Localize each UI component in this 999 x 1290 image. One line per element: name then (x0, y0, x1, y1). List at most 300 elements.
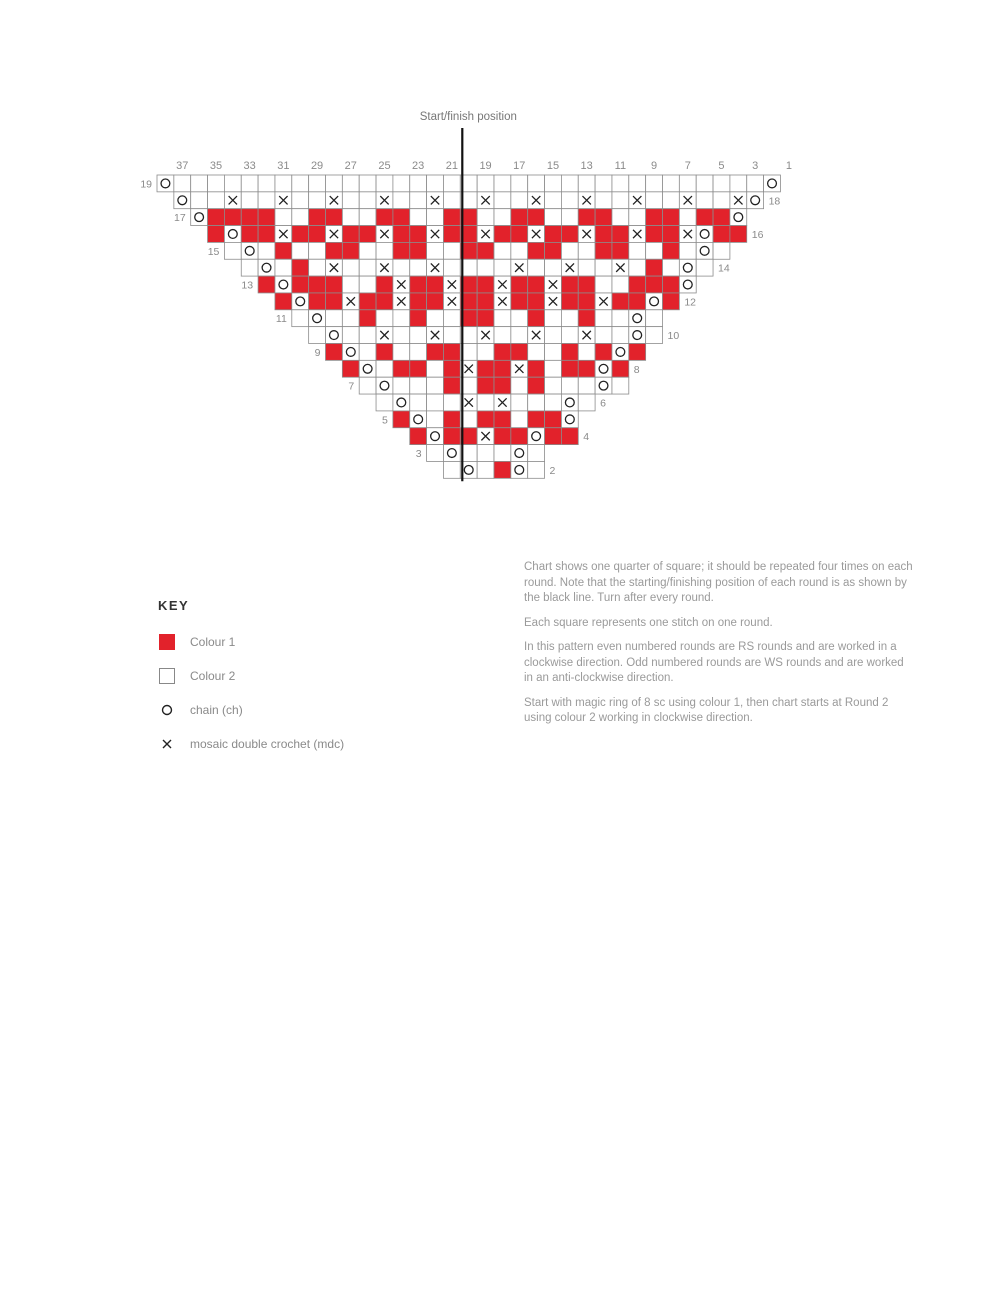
stitch-label: 35 (209, 160, 223, 172)
colour1-cell (578, 293, 595, 310)
colour2-cell (545, 259, 562, 276)
colour1-cell (477, 293, 494, 310)
colour2-cell (443, 445, 460, 462)
colour2-cell (309, 310, 326, 327)
colour1-swatch-icon (158, 633, 176, 651)
colour1-cell (511, 344, 528, 361)
colour2-cell (528, 175, 545, 192)
colour1-cell (443, 411, 460, 428)
round-label: 18 (768, 195, 781, 208)
colour2-cell (292, 209, 309, 226)
colour2-cell (292, 293, 309, 310)
colour1-cell (359, 310, 376, 327)
colour2-cell (292, 310, 309, 327)
colour2-cell (427, 175, 444, 192)
colour2-cell (224, 175, 241, 192)
colour1-cell (528, 276, 545, 293)
colour2-cell (561, 377, 578, 394)
colour2-cell (477, 209, 494, 226)
note-paragraph: Chart shows one quarter of square; it should be repeated four times on each round. Note that the starting/finishing position of each round is as shown by the black line. Turn after every round. (524, 561, 913, 604)
colour2-cell (663, 259, 680, 276)
colour2-cell (410, 327, 427, 344)
colour1-cell (561, 293, 578, 310)
colour2-cell (612, 192, 629, 209)
colour1-cell (326, 209, 343, 226)
colour2-cell (730, 175, 747, 192)
colour2-cell (443, 192, 460, 209)
colour1-cell (713, 209, 730, 226)
colour2-cell (646, 293, 663, 310)
key-item-colour1 (158, 625, 344, 659)
colour1-cell (275, 293, 292, 310)
colour1-cell (208, 209, 225, 226)
colour2-cell (393, 310, 410, 327)
colour2-cell (292, 242, 309, 259)
colour2-cell (275, 259, 292, 276)
colour1-cell (258, 226, 275, 243)
colour2-cell (545, 327, 562, 344)
colour1-cell (595, 226, 612, 243)
colour2-cell (595, 360, 612, 377)
stitch-label: 21 (445, 160, 458, 172)
round-label: 5 (382, 414, 388, 427)
key-label: mosaic double crochet (mdc) (190, 737, 345, 751)
colour2-cell (730, 209, 747, 226)
chart-notes (524, 560, 914, 736)
colour2-cell (410, 394, 427, 411)
colour2-cell (561, 394, 578, 411)
colour2-cell (359, 344, 376, 361)
colour2-cell (545, 310, 562, 327)
colour1-cell (663, 209, 680, 226)
colour1-cell (528, 310, 545, 327)
colour2-cell (427, 377, 444, 394)
colour1-cell (410, 360, 427, 377)
round-label: 12 (684, 296, 697, 309)
colour2-cell (578, 259, 595, 276)
colour2-cell (578, 344, 595, 361)
key-label: Colour 2 (190, 669, 236, 683)
round-label: 9 (314, 346, 321, 359)
colour2-cell (511, 411, 528, 428)
colour2-cell (545, 175, 562, 192)
round-label: 15 (207, 245, 220, 258)
colour1-cell (511, 293, 528, 310)
colour1-cell (427, 293, 444, 310)
colour1-cell (646, 259, 663, 276)
colour2-cell (427, 445, 444, 462)
colour1-cell (410, 276, 427, 293)
stitch-label: 13 (580, 160, 593, 172)
colour2-cell (427, 360, 444, 377)
colour2-cell (174, 192, 191, 209)
colour1-cell (561, 344, 578, 361)
colour1-cell (494, 344, 511, 361)
key-item-mdc (158, 727, 344, 761)
colour2-cell (410, 175, 427, 192)
colour2-cell (309, 259, 326, 276)
colour1-cell (494, 461, 511, 478)
colour2-cell (494, 192, 511, 209)
colour2-cell (646, 242, 663, 259)
colour2-cell (275, 209, 292, 226)
colour2-cell (393, 377, 410, 394)
colour1-cell (612, 293, 629, 310)
colour2-cell (511, 310, 528, 327)
colour2-cell (342, 192, 359, 209)
colour2-cell (477, 259, 494, 276)
colour1-cell (494, 360, 511, 377)
colour2-cell (696, 226, 713, 243)
colour2-cell (477, 445, 494, 462)
colour2-cell (629, 310, 646, 327)
colour2-cell (342, 259, 359, 276)
colour2-cell (545, 209, 562, 226)
colour1-cell (342, 242, 359, 259)
colour1-cell (326, 276, 343, 293)
colour2-cell (393, 394, 410, 411)
colour2-cell (376, 175, 393, 192)
colour2-cell (747, 192, 764, 209)
colour2-cell (443, 327, 460, 344)
colour2-cell (528, 394, 545, 411)
colour2-cell (561, 175, 578, 192)
colour2-cell (393, 175, 410, 192)
colour2-cell (241, 192, 258, 209)
colour2-cell (208, 192, 225, 209)
colour2-cell (443, 310, 460, 327)
colour2-cell (679, 242, 696, 259)
stitch-label: 27 (344, 160, 357, 172)
colour2-cell (696, 175, 713, 192)
colour2-cell (561, 242, 578, 259)
colour1-cell (528, 242, 545, 259)
colour2-cell (224, 226, 241, 243)
colour2-cell (511, 175, 528, 192)
colour1-cell (612, 242, 629, 259)
colour1-cell (393, 411, 410, 428)
colour2-cell (679, 209, 696, 226)
round-label: 14 (718, 262, 730, 275)
colour1-cell (309, 209, 326, 226)
colour1-cell (410, 428, 427, 445)
colour1-cell (545, 226, 562, 243)
colour2-cell (309, 242, 326, 259)
round-label: 6 (600, 397, 606, 410)
colour1-cell (410, 293, 427, 310)
colour2-cell (629, 209, 646, 226)
colour2-cell (191, 209, 208, 226)
colour1-cell (427, 344, 444, 361)
colour2-cell (427, 209, 444, 226)
colour2-cell (376, 310, 393, 327)
colour2-cell (561, 327, 578, 344)
colour2-cell (629, 175, 646, 192)
colour1-cell (427, 276, 444, 293)
colour2-cell (679, 175, 696, 192)
colour1-cell (477, 377, 494, 394)
colour1-cell (443, 377, 460, 394)
colour2-cell (629, 327, 646, 344)
colour2-cell (275, 175, 292, 192)
colour2-cell (258, 175, 275, 192)
colour1-cell (528, 209, 545, 226)
colour2-cell (241, 175, 258, 192)
colour1-cell (646, 276, 663, 293)
colour1-cell (612, 226, 629, 243)
colour2-cell (545, 344, 562, 361)
colour1-cell (477, 276, 494, 293)
colour2-cell (258, 259, 275, 276)
key-title: KEY (158, 598, 190, 613)
colour2-cell (393, 192, 410, 209)
colour1-cell (612, 360, 629, 377)
key-panel (158, 598, 344, 761)
colour1-cell (595, 242, 612, 259)
colour1-cell (376, 293, 393, 310)
colour2-cell (545, 377, 562, 394)
colour1-cell (561, 226, 578, 243)
colour2-cell (410, 411, 427, 428)
colour2-cell (427, 411, 444, 428)
colour1-cell (578, 310, 595, 327)
colour1-cell (494, 226, 511, 243)
colour2-cell (511, 461, 528, 478)
note-paragraph: Each square represents one stitch on one round. (524, 616, 773, 629)
colour2-cell (528, 445, 545, 462)
round-label: 19 (140, 178, 152, 191)
colour1-cell (342, 226, 359, 243)
colour1-cell (494, 411, 511, 428)
colour1-cell (326, 344, 343, 361)
colour2-cell (595, 192, 612, 209)
colour2-cell (342, 175, 359, 192)
colour2-cell (309, 192, 326, 209)
colour1-cell (241, 226, 258, 243)
colour2-cell (443, 259, 460, 276)
colour1-cell (326, 242, 343, 259)
colour2-cell (595, 259, 612, 276)
colour2-cell (477, 175, 494, 192)
colour1-cell (359, 293, 376, 310)
colour1-cell (578, 209, 595, 226)
colour2-cell (511, 394, 528, 411)
round-label: 7 (348, 380, 355, 393)
colour2-cell (494, 242, 511, 259)
colour1-cell (477, 360, 494, 377)
colour1-cell (275, 242, 292, 259)
colour1-cell (359, 226, 376, 243)
colour1-cell (477, 411, 494, 428)
colour1-cell (393, 360, 410, 377)
colour2-cell (646, 175, 663, 192)
colour1-cell (578, 360, 595, 377)
colour2-cell (612, 209, 629, 226)
colour1-cell (376, 209, 393, 226)
colour2-cell (663, 192, 680, 209)
colour2-cell (241, 259, 258, 276)
colour2-cell (713, 242, 730, 259)
colour2-cell (679, 276, 696, 293)
colour2-cell (696, 192, 713, 209)
colour1-cell (494, 377, 511, 394)
colour2-cell (427, 242, 444, 259)
colour2-cell (612, 327, 629, 344)
colour1-cell (342, 360, 359, 377)
colour1-cell (663, 293, 680, 310)
colour2-cell (326, 310, 343, 327)
colour2-cell (191, 175, 208, 192)
chart-grid (0, 0, 999, 500)
round-label: 11 (275, 313, 287, 326)
colour1-cell (292, 259, 309, 276)
colour2-cell (528, 344, 545, 361)
colour2-cell (511, 192, 528, 209)
mosaic-chart (0, 0, 999, 500)
stitch-label: 25 (378, 160, 391, 172)
stitch-label: 1 (785, 160, 792, 172)
colour2-cell (191, 192, 208, 209)
colour1-cell (528, 293, 545, 310)
colour1-cell (545, 242, 562, 259)
colour1-cell (443, 226, 460, 243)
colour1-cell (443, 428, 460, 445)
colour1-cell (511, 209, 528, 226)
colour1-cell (646, 209, 663, 226)
colour1-cell (663, 242, 680, 259)
colour2-cell (410, 209, 427, 226)
colour2-cell (359, 327, 376, 344)
colour2-cell (528, 428, 545, 445)
colour2-cell (376, 242, 393, 259)
round-label: 16 (751, 228, 764, 241)
colour1-cell (224, 209, 241, 226)
colour2-cell (511, 377, 528, 394)
colour2-cell (545, 394, 562, 411)
colour2-cell (561, 411, 578, 428)
colour1-cell (477, 242, 494, 259)
colour2-cell (359, 360, 376, 377)
colour2-cell (494, 327, 511, 344)
colour2-cell (595, 327, 612, 344)
colour2-cell (477, 394, 494, 411)
stitch-label: 29 (310, 160, 324, 172)
colour1-cell (629, 293, 646, 310)
colour2-cell (696, 259, 713, 276)
stitch-label: 37 (176, 160, 189, 172)
colour1-cell (258, 209, 275, 226)
round-label: 3 (415, 448, 422, 461)
colour1-cell (494, 428, 511, 445)
colour2-cell (679, 259, 696, 276)
round-label: 10 (667, 330, 680, 343)
stitch-label: 7 (684, 160, 691, 172)
colour2-cell (326, 175, 343, 192)
colour1-cell (477, 310, 494, 327)
colour1-cell (629, 344, 646, 361)
colour1-cell (545, 428, 562, 445)
colour2-cell (595, 276, 612, 293)
colour2-cell (494, 445, 511, 462)
colour2-cell (646, 310, 663, 327)
colour1-cell (393, 209, 410, 226)
colour2-cell (410, 377, 427, 394)
colour1-cell (393, 242, 410, 259)
colour1-cell (528, 377, 545, 394)
colour2-cell (561, 192, 578, 209)
colour2-cell (595, 310, 612, 327)
stitch-label: 11 (614, 160, 627, 172)
stitch-label: 17 (513, 160, 526, 172)
colour2-cell (747, 175, 764, 192)
colour1-cell (561, 276, 578, 293)
colour1-cell (376, 344, 393, 361)
colour2-cell (612, 175, 629, 192)
note-paragraph: In this pattern even numbered rounds are RS rounds and are worked in a clockwise direction. Odd numbered rounds are WS rounds and are worked in an anti-clockwise direction. (524, 641, 904, 684)
colour2-cell (393, 327, 410, 344)
round-label: 4 (583, 431, 590, 444)
colour2-cell (342, 344, 359, 361)
colour2-cell (359, 276, 376, 293)
colour2-cell (258, 192, 275, 209)
colour1-cell (578, 276, 595, 293)
colour2-cell (393, 259, 410, 276)
colour2-cell (764, 175, 781, 192)
colour2-cell (511, 445, 528, 462)
colour2-cell (443, 175, 460, 192)
colour2-cell (359, 192, 376, 209)
key-label: chain (ch) (190, 703, 243, 717)
colour2-cell (376, 377, 393, 394)
key-item-colour2 (158, 659, 344, 693)
colour1-cell (208, 226, 225, 243)
colour2-cell (342, 276, 359, 293)
colour2-cell (427, 428, 444, 445)
colour2-cell (595, 377, 612, 394)
colour2-cell (359, 259, 376, 276)
colour2-cell (443, 394, 460, 411)
note-paragraph: Start with magic ring of 8 sc using colour 1, then chart starts at Round 2 using colour 2 working in clockwise direction. (524, 696, 889, 724)
stitch-label: 33 (243, 160, 256, 172)
colour2-cell (359, 377, 376, 394)
colour2-cell (410, 344, 427, 361)
colour2-cell (612, 344, 629, 361)
colour1-cell (309, 276, 326, 293)
colour2-cell (528, 461, 545, 478)
colour1-cell (545, 411, 562, 428)
chain-circle-icon (158, 701, 176, 719)
colour2-cell (612, 276, 629, 293)
colour2-cell (713, 192, 730, 209)
colour1-cell (663, 226, 680, 243)
colour2-cell (359, 175, 376, 192)
colour1-cell (629, 276, 646, 293)
colour1-cell (292, 226, 309, 243)
stitch-label: 23 (412, 160, 425, 172)
colour2-cell (494, 209, 511, 226)
colour2-cell (342, 209, 359, 226)
colour2-cell (578, 377, 595, 394)
colour1-cell (326, 293, 343, 310)
colour2-cell (393, 344, 410, 361)
colour2-cell (528, 259, 545, 276)
colour1-cell (561, 428, 578, 445)
colour1-cell (511, 226, 528, 243)
colour2-cell (275, 276, 292, 293)
colour2-cell (359, 242, 376, 259)
colour2-cell (713, 175, 730, 192)
colour1-cell (595, 209, 612, 226)
